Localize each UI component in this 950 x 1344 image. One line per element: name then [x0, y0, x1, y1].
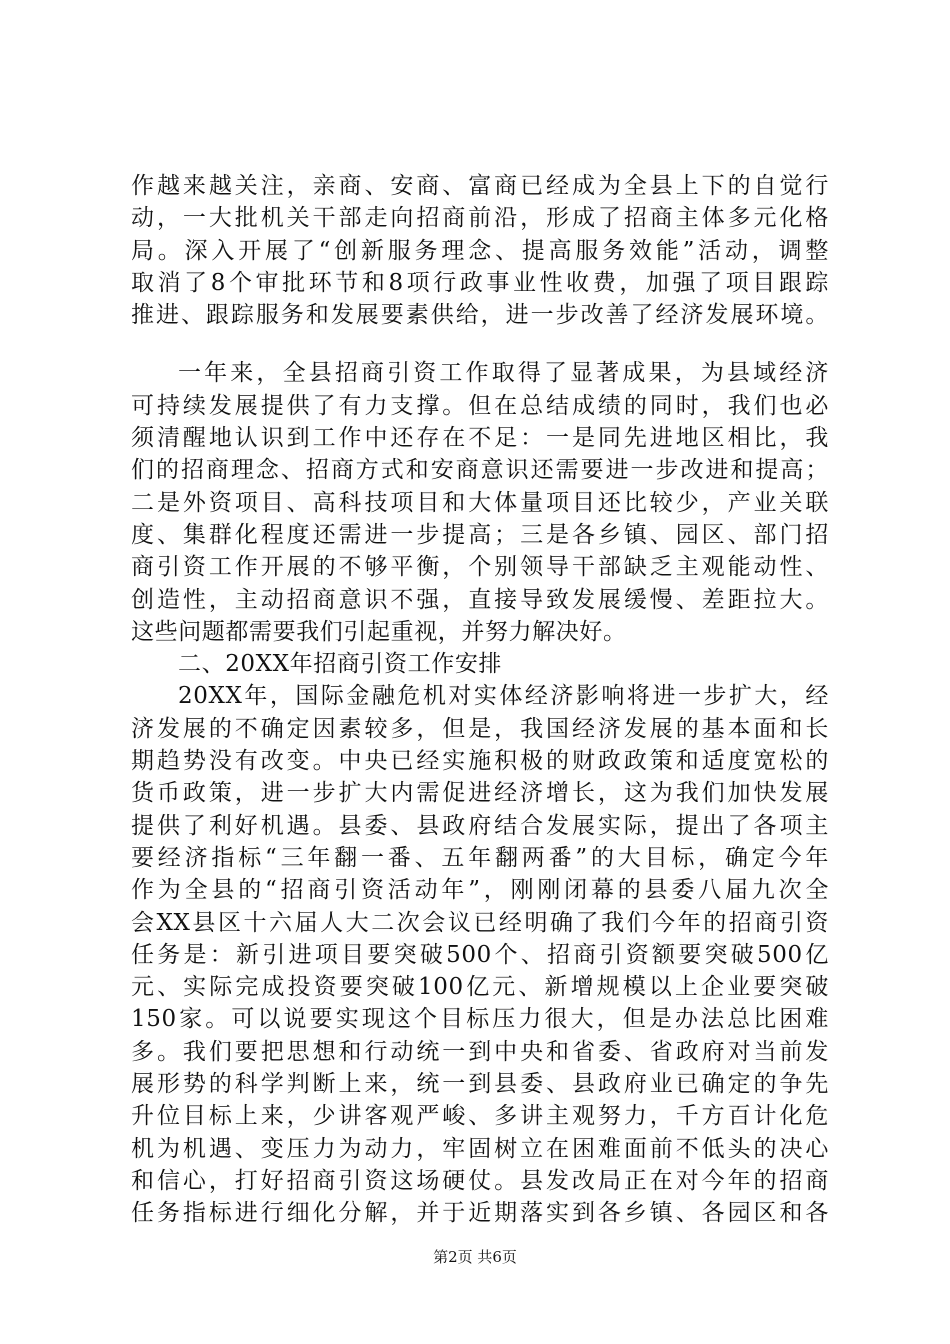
text-line: 二是外资项目、高科技项目和大体量项目还比较少，产业关联	[131, 489, 829, 516]
text-line: 济发展的不确定因素较多，但是，我国经济发展的基本面和长	[131, 715, 829, 742]
text-line: 这些问题都需要我们引起重视，并努力解决好。	[131, 618, 627, 645]
text-line: 取消了8个审批环节和8项行政事业性收费，加强了项目跟踪	[131, 269, 829, 296]
text-line: 度、集群化程度还需进一步提高；三是各乡镇、园区、部门招	[131, 521, 829, 548]
text-line: 20XX年，国际金融危机对实体经济影响将进一步扩大，经	[178, 683, 829, 710]
text-line: 可持续发展提供了有力支撑。但在总结成绩的同时，我们也必	[131, 392, 829, 419]
text-line: 商引资工作开展的不够平衡，个别领导干部缺乏主观能动性、	[131, 554, 829, 581]
text-line: 150家。可以说要实现这个目标压力很大，但是办法总比困难	[131, 1006, 829, 1033]
text-line: 多。我们要把思想和行动统一到中央和省委、省政府对当前发	[131, 1038, 829, 1065]
section-heading: 二、20XX年招商引资工作安排	[178, 651, 503, 678]
text-line: 任务指标进行细化分解，并于近期落实到各乡镇、各园区和各	[131, 1200, 829, 1227]
text-line: 升位目标上来，少讲客观严峻、多讲主观努力，千方百计化危	[131, 1103, 829, 1130]
text-line: 会XX县区十六届人大二次会议已经明确了我们今年的招商引资	[131, 909, 829, 936]
page-number-footer: 第2页 共6页	[433, 1248, 517, 1266]
paragraph-gap	[131, 331, 829, 357]
text-line: 作为全县的“招商引资活动年”，刚刚闭幕的县委八届九次全	[131, 877, 829, 904]
text-line: 机为机遇、变压力为动力，牢固树立在困难面前不低头的决心	[131, 1135, 829, 1162]
text-line: 提供了利好机遇。县委、县政府结合发展实际，提出了各项主	[131, 812, 829, 839]
text-line: 任务是：新引进项目要突破500个、招商引资额要突破500亿	[131, 941, 829, 968]
text-line: 展形势的科学判断上来，统一到县委、县政府业已确定的争先	[131, 1071, 829, 1098]
text-line: 须清醒地认识到工作中还存在不足：一是同先进地区相比，我	[131, 425, 829, 452]
text-line: 期趋势没有改变。中央已经实施积极的财政政策和适度宽松的	[131, 748, 829, 775]
text-line: 们的招商理念、招商方式和安商意识还需要进一步改进和提高；	[131, 457, 829, 484]
text-line: 作越来越关注，亲商、安商、富商已经成为全县上下的自觉行	[131, 173, 829, 199]
text-line: 元、实际完成投资要突破100亿元、新增规模以上企业要突破	[131, 974, 829, 1001]
text-line: 一年来，全县招商引资工作取得了显著成果，为县域经济	[178, 360, 829, 387]
text-line: 要经济指标“三年翻一番、五年翻两番”的大目标，确定今年	[131, 844, 829, 871]
text-line: 推进、跟踪服务和发展要素供给，进一步改善了经济发展环境。	[131, 302, 829, 329]
text-line: 货币政策，进一步扩大内需促进经济增长，这为我们加快发展	[131, 780, 829, 807]
text-line: 局。深入开展了“创新服务理念、提高服务效能”活动，调整	[131, 237, 829, 264]
text-line: 创造性，主动招商意识不强，直接导致发展缓慢、差距拉大。	[131, 586, 829, 613]
text-line: 动，一大批机关干部走向招商前沿，形成了招商主体多元化格	[131, 205, 829, 232]
document-body	[131, 170, 829, 1230]
text-line: 和信心，打好招商引资这场硬仗。县发改局正在对今年的招商	[131, 1167, 829, 1194]
